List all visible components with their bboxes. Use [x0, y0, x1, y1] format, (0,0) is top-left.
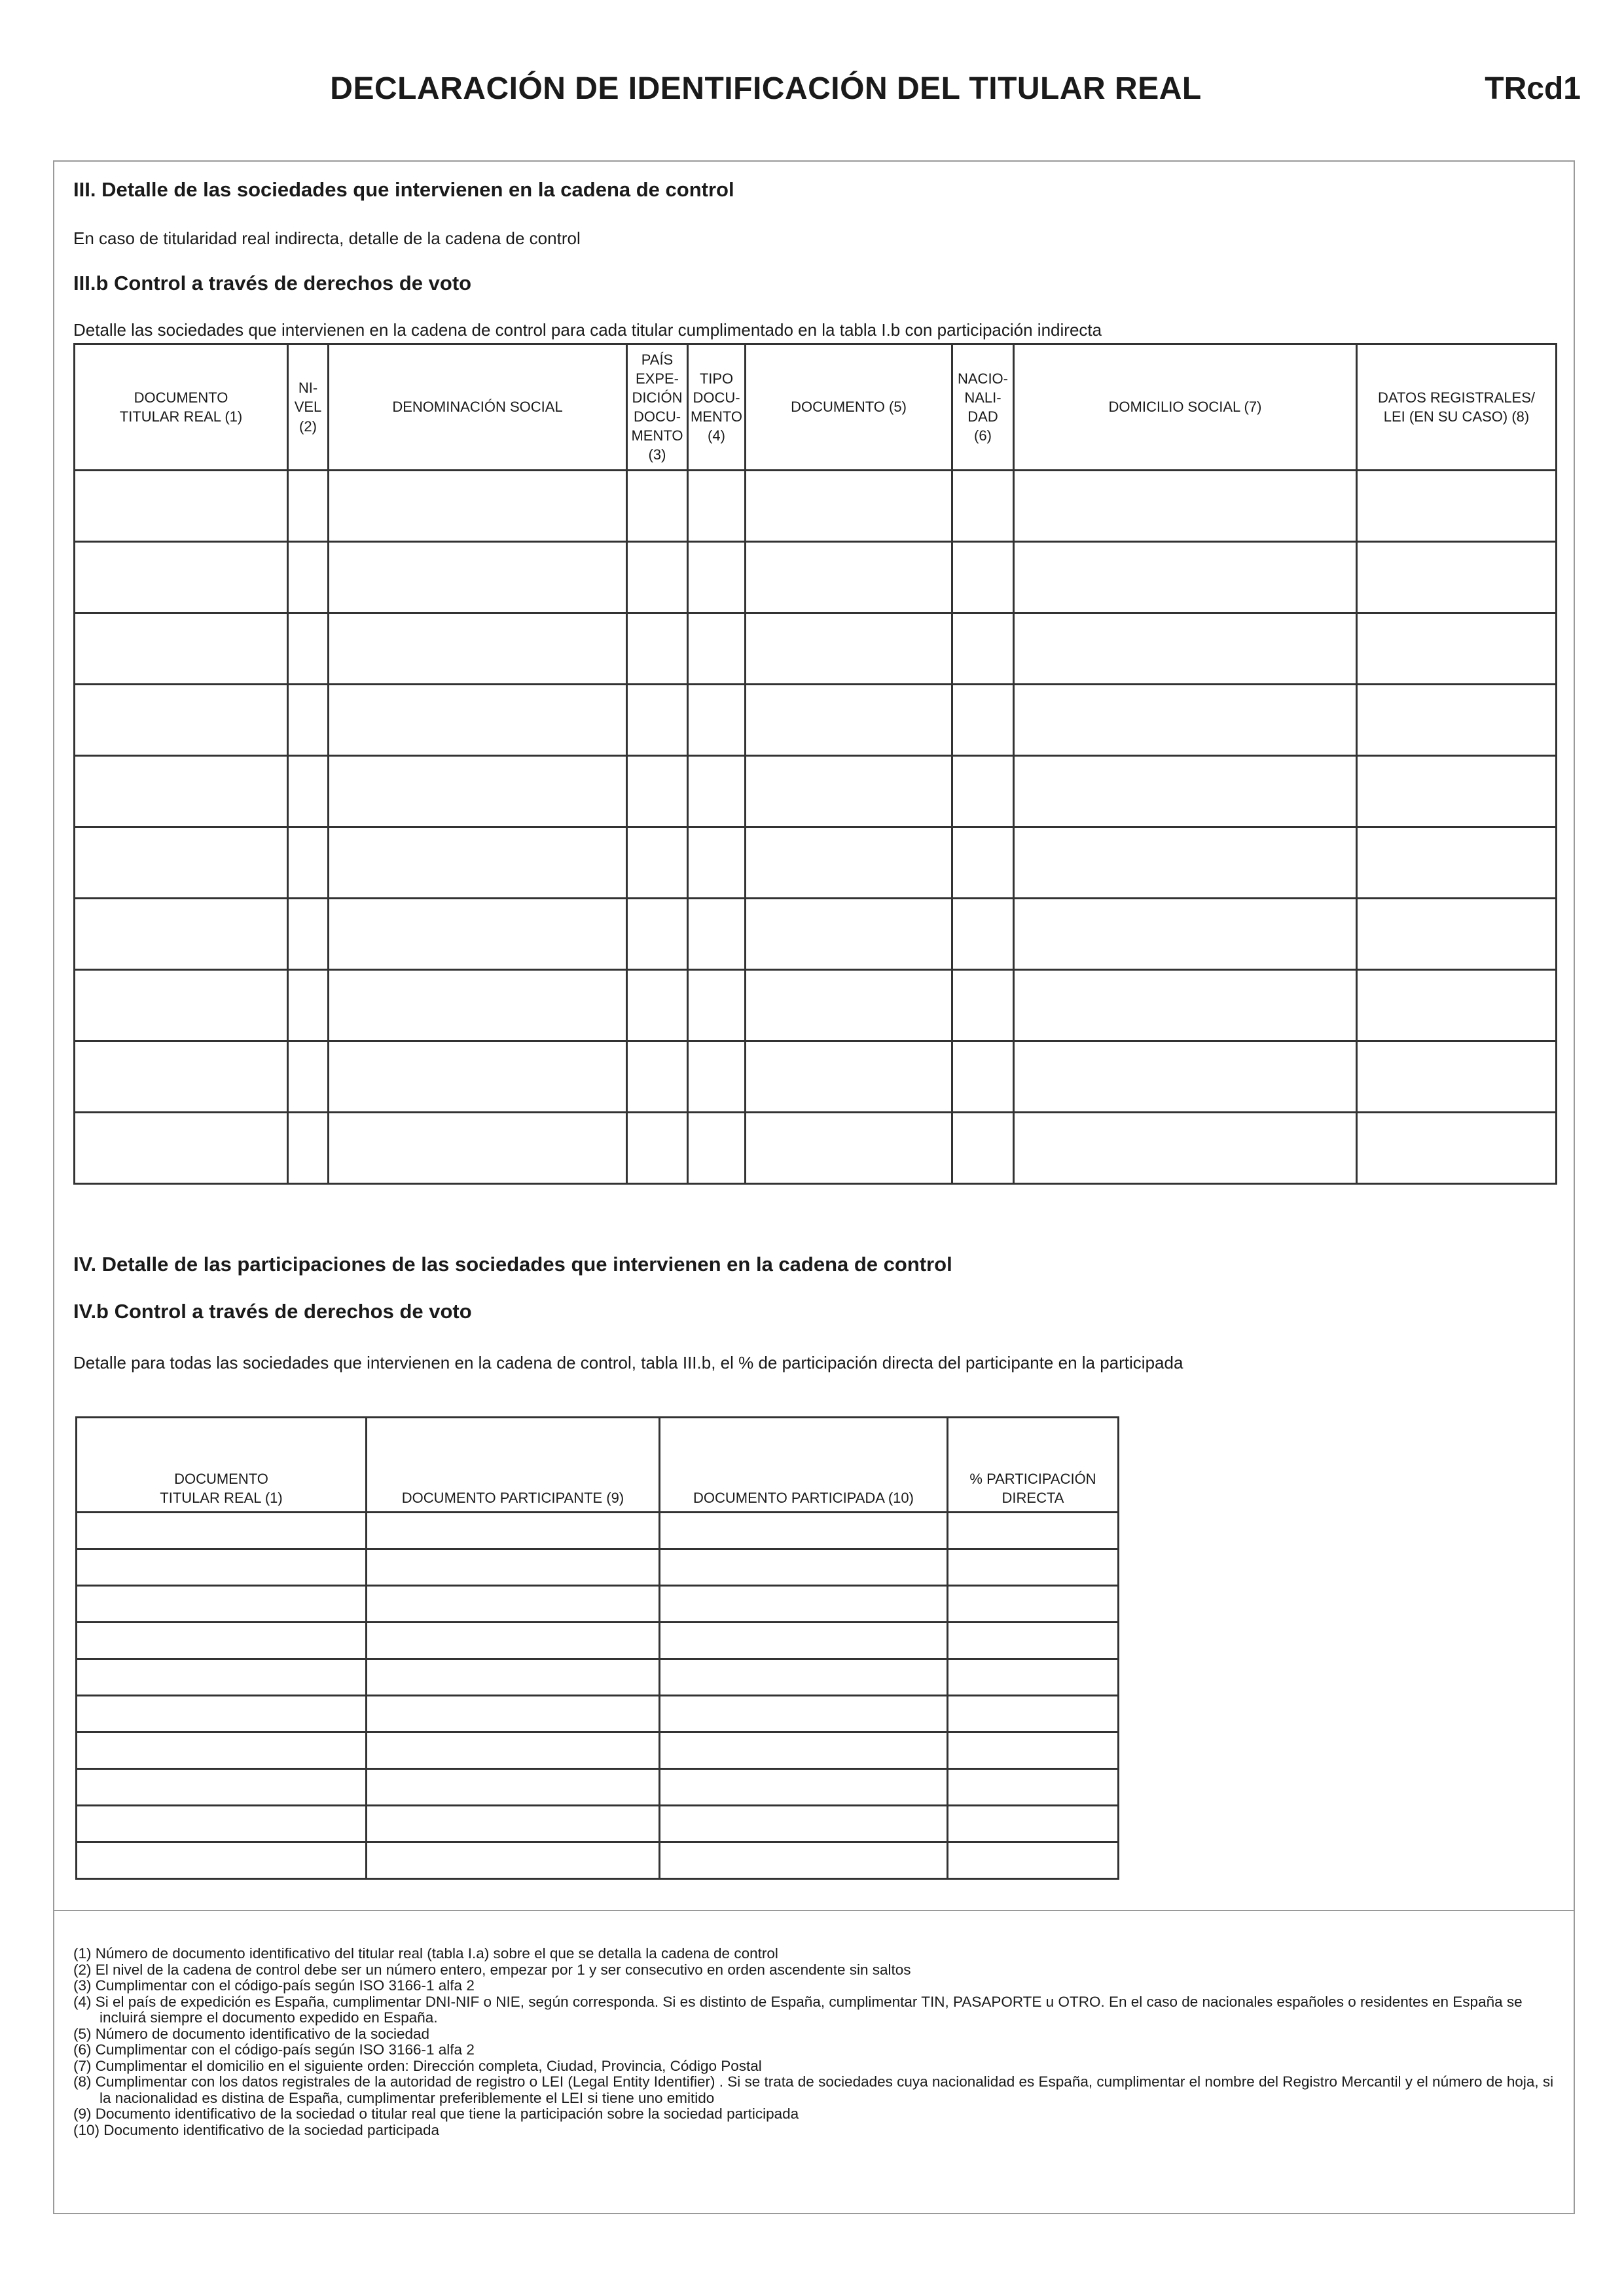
participations-table-cell[interactable] — [367, 1549, 660, 1586]
chain-table-cell[interactable] — [1357, 685, 1557, 756]
chain-table-cell[interactable] — [627, 970, 688, 1041]
chain-table-header-6 — [952, 344, 1014, 471]
chain-table-cell[interactable] — [627, 899, 688, 970]
participations-table-cell[interactable] — [660, 1806, 948, 1842]
participations-table-cell[interactable] — [948, 1842, 1119, 1879]
table-row — [77, 1586, 1119, 1623]
chain-table-header-label: DENOMINACIÓN SOCIAL — [392, 399, 563, 416]
participations-table-cell[interactable] — [660, 1769, 948, 1806]
chain-table-cell[interactable] — [1357, 756, 1557, 827]
chain-table-header-label: DATOS REGISTRALES/ LEI (EN SU CASO) (8) — [1377, 389, 1536, 425]
chain-table-cell[interactable] — [1014, 756, 1357, 827]
chain-table-cell[interactable] — [746, 756, 952, 827]
chain-table-header-0 — [75, 344, 288, 471]
chain-table-cell[interactable] — [1014, 471, 1357, 542]
table-row — [77, 1842, 1119, 1879]
footnote-item: (8) Cumplimentar con los datos registrales de la autoridad de registro o LEI (Legal Entity Identifier) . Si se trata de sociedades cuya nacionalidad es España, cumplimentar el nombre del Registro Mercantil y el número de hoja, si la nacionalidad es distina de España, cumplimentar preferiblemente el LEI si tiene uno emitido — [73, 2073, 1554, 2106]
footnote-item: (10) Documento identificativo de la sociedad participada — [73, 2121, 440, 2138]
chain-table-cell[interactable] — [627, 471, 688, 542]
chain-table-cell[interactable] — [288, 1041, 329, 1113]
chain-table-cell[interactable] — [952, 471, 1014, 542]
document-title: DECLARACIÓN DE IDENTIFICACIÓN DEL TITULAR REAL — [330, 71, 1202, 106]
chain-table-cell[interactable] — [329, 970, 627, 1041]
participations-table — [75, 1416, 1119, 1880]
participations-table-cell[interactable] — [367, 1732, 660, 1769]
footnote-item: (3) Cumplimentar con el código-país según ISO 3166-1 alfa 2 — [73, 1977, 475, 1994]
chain-table-cell[interactable] — [329, 756, 627, 827]
chain-table-cell[interactable] — [627, 542, 688, 613]
participations-table-header-label: DOCUMENTO TITULAR REAL (1) — [160, 1470, 283, 1506]
participations-table-cell[interactable] — [660, 1586, 948, 1623]
chain-table-cell[interactable] — [75, 1113, 288, 1184]
section3-intro: En caso de titularidad real indirecta, detalle de la cadena de control — [73, 228, 581, 248]
chain-table-cell[interactable] — [952, 756, 1014, 827]
section4-heading: IV. Detalle de las participaciones de las sociedades que intervienen en la cadena de control — [73, 1253, 952, 1276]
chain-table-header-2 — [329, 344, 627, 471]
section3-instruction: Detalle las sociedades que intervienen en la cadena de control para cada titular cumplimentado en la tabla I.b con participación indirecta — [73, 320, 1102, 340]
chain-table-cell[interactable] — [1014, 685, 1357, 756]
footnotes — [73, 1946, 1559, 2138]
chain-table-cell[interactable] — [688, 827, 746, 899]
table-row — [75, 1113, 1557, 1184]
participations-table-header-label: % PARTICIPACIÓN DIRECTA — [969, 1470, 1096, 1506]
chain-table-cell[interactable] — [288, 685, 329, 756]
chain-table-cell[interactable] — [75, 899, 288, 970]
participations-table-cell[interactable] — [660, 1842, 948, 1879]
section3-heading: III. Detalle de las sociedades que intervienen en la cadena de control — [73, 178, 734, 201]
chain-table-cell[interactable] — [746, 899, 952, 970]
chain-table-cell[interactable] — [1357, 471, 1557, 542]
chain-table-cell[interactable] — [1014, 827, 1357, 899]
chain-table-cell[interactable] — [688, 685, 746, 756]
table-row — [75, 899, 1557, 970]
chain-table-cell[interactable] — [1357, 899, 1557, 970]
chain-table-cell[interactable] — [1357, 1041, 1557, 1113]
chain-table-cell[interactable] — [627, 1113, 688, 1184]
chain-table-cell[interactable] — [746, 471, 952, 542]
table-row — [77, 1513, 1119, 1549]
chain-table-header-label: DOCUMENTO TITULAR REAL (1) — [119, 389, 243, 425]
chain-table-cell[interactable] — [952, 613, 1014, 685]
chain-table-cell[interactable] — [746, 827, 952, 899]
footnote-item: (9) Documento identificativo de la sociedad o titular real que tiene la participación sobre la sociedad participada — [73, 2106, 799, 2122]
chain-table-cell[interactable] — [746, 613, 952, 685]
chain-table-cell[interactable] — [746, 685, 952, 756]
participations-table-cell[interactable] — [367, 1623, 660, 1659]
participations-table-cell[interactable] — [660, 1659, 948, 1696]
chain-table-cell[interactable] — [288, 542, 329, 613]
participations-table-cell[interactable] — [367, 1659, 660, 1696]
chain-table-cell[interactable] — [952, 827, 1014, 899]
participations-table-cell[interactable] — [77, 1806, 367, 1842]
chain-table-header-3 — [627, 344, 688, 471]
table-row — [77, 1696, 1119, 1732]
chain-table-cell[interactable] — [75, 1041, 288, 1113]
participations-table-cell[interactable] — [77, 1513, 367, 1549]
chain-table-header-label: DOMICILIO SOCIAL (7) — [1108, 399, 1262, 416]
chain-table-header-8 — [1357, 344, 1557, 471]
participations-table-cell[interactable] — [77, 1549, 367, 1586]
chain-table-cell[interactable] — [1014, 613, 1357, 685]
participations-table-header-0 — [77, 1418, 367, 1513]
chain-table-cell[interactable] — [75, 685, 288, 756]
chain-table-cell[interactable] — [688, 1041, 746, 1113]
chain-table-cell[interactable] — [329, 542, 627, 613]
table-row — [77, 1806, 1119, 1842]
chain-table-cell[interactable] — [75, 970, 288, 1041]
chain-table-cell[interactable] — [746, 970, 952, 1041]
chain-table-cell[interactable] — [746, 542, 952, 613]
chain-table-cell[interactable] — [329, 685, 627, 756]
participations-table-cell[interactable] — [660, 1732, 948, 1769]
chain-table-cell[interactable] — [75, 756, 288, 827]
chain-companies-table — [73, 343, 1557, 1185]
participations-table-cell[interactable] — [948, 1696, 1119, 1732]
chain-table-cell[interactable] — [952, 685, 1014, 756]
chain-table-cell[interactable] — [627, 1041, 688, 1113]
chain-table-cell[interactable] — [1014, 970, 1357, 1041]
footnote-item: (2) El nivel de la cadena de control debe ser un número entero, empezar por 1 y ser consecutivo en orden ascendente sin saltos — [73, 1961, 911, 1978]
participations-table-cell[interactable] — [660, 1623, 948, 1659]
table-row — [77, 1732, 1119, 1769]
participations-table-cell[interactable] — [660, 1513, 948, 1549]
chain-table-cell[interactable] — [75, 542, 288, 613]
table-row — [75, 970, 1557, 1041]
participations-table-cell[interactable] — [367, 1769, 660, 1806]
participations-table-cell[interactable] — [660, 1549, 948, 1586]
chain-table-cell[interactable] — [75, 827, 288, 899]
participations-table-cell[interactable] — [948, 1623, 1119, 1659]
chain-table-cell[interactable] — [1014, 1113, 1357, 1184]
chain-table-cell[interactable] — [329, 471, 627, 542]
chain-table-cell[interactable] — [1014, 1041, 1357, 1113]
footnote-item: (1) Número de documento identificativo del titular real (tabla I.a) sobre el que se detalla la cadena de control — [73, 1945, 778, 1962]
chain-table-cell[interactable] — [688, 1113, 746, 1184]
table-row — [77, 1623, 1119, 1659]
chain-table-cell[interactable] — [627, 756, 688, 827]
participations-table-cell[interactable] — [367, 1696, 660, 1732]
section3-subheading: III.b Control a través de derechos de voto — [73, 272, 472, 295]
chain-table-cell[interactable] — [288, 471, 329, 542]
section4-subheading: IV.b Control a través de derechos de voto — [73, 1300, 472, 1323]
participations-table-cell[interactable] — [948, 1806, 1119, 1842]
chain-table-header-label: TIPO DOCU- MENTO (4) — [690, 370, 743, 444]
participations-table-header-label: DOCUMENTO PARTICIPANTE (9) — [401, 1489, 624, 1506]
chain-table-cell[interactable] — [952, 542, 1014, 613]
table-row — [75, 1041, 1557, 1113]
chain-table-cell[interactable] — [688, 756, 746, 827]
chain-table-cell[interactable] — [1357, 827, 1557, 899]
participations-table-cell[interactable] — [367, 1806, 660, 1842]
chain-table-cell[interactable] — [1357, 613, 1557, 685]
participations-table-cell[interactable] — [77, 1842, 367, 1879]
table-row — [77, 1659, 1119, 1696]
participations-table-header-2 — [660, 1418, 948, 1513]
chain-table-cell[interactable] — [329, 1041, 627, 1113]
footnote-item: (6) Cumplimentar con el código-país según ISO 3166-1 alfa 2 — [73, 2041, 475, 2058]
footnotes-divider — [53, 1910, 1575, 1911]
participations-table-cell[interactable] — [367, 1842, 660, 1879]
chain-table-cell[interactable] — [1357, 970, 1557, 1041]
chain-table-cell[interactable] — [1014, 899, 1357, 970]
participations-table-cell[interactable] — [77, 1623, 367, 1659]
chain-table-cell[interactable] — [288, 970, 329, 1041]
chain-table-cell[interactable] — [746, 1113, 952, 1184]
chain-table-cell[interactable] — [688, 899, 746, 970]
chain-table-cell[interactable] — [1357, 542, 1557, 613]
chain-table-cell[interactable] — [952, 1113, 1014, 1184]
participations-table-cell[interactable] — [77, 1732, 367, 1769]
chain-table-cell[interactable] — [952, 970, 1014, 1041]
chain-table-header-label: NI- VEL (2) — [294, 380, 322, 435]
participations-table-cell[interactable] — [77, 1769, 367, 1806]
footnote-item: (5) Número de documento identificativo de la sociedad — [73, 2025, 430, 2042]
participations-table-cell[interactable] — [948, 1513, 1119, 1549]
participations-table-cell[interactable] — [948, 1769, 1119, 1806]
chain-table-cell[interactable] — [329, 1113, 627, 1184]
participations-table-cell[interactable] — [948, 1659, 1119, 1696]
table-row — [75, 471, 1557, 542]
section4-instruction: Detalle para todas las sociedades que intervienen en la cadena de control, tabla III.b, el % de participación directa del participante en la participada — [73, 1353, 1183, 1372]
chain-table-header-label: DOCUMENTO (5) — [791, 399, 907, 416]
participations-table-cell[interactable] — [367, 1513, 660, 1549]
table-row — [75, 613, 1557, 685]
chain-table-cell[interactable] — [288, 827, 329, 899]
chain-table-cell[interactable] — [288, 899, 329, 970]
participations-table-cell[interactable] — [77, 1696, 367, 1732]
participations-table-cell[interactable] — [660, 1696, 948, 1732]
chain-table-cell[interactable] — [75, 613, 288, 685]
chain-table-cell[interactable] — [288, 756, 329, 827]
chain-table-cell[interactable] — [75, 471, 288, 542]
chain-table-header-4 — [688, 344, 746, 471]
chain-table-cell[interactable] — [288, 613, 329, 685]
chain-table-header-label: PAÍS EXPE- DICIÓN DOCU- MENTO (3) — [631, 351, 683, 463]
chain-table-cell[interactable] — [288, 1113, 329, 1184]
participations-table-cell[interactable] — [77, 1659, 367, 1696]
form-code: TRcd1 — [1485, 71, 1581, 106]
chain-table-cell[interactable] — [688, 542, 746, 613]
chain-table-cell[interactable] — [688, 970, 746, 1041]
chain-table-cell[interactable] — [1014, 542, 1357, 613]
participations-table-cell[interactable] — [367, 1586, 660, 1623]
participations-table-cell[interactable] — [948, 1549, 1119, 1586]
table-row — [75, 827, 1557, 899]
chain-table-header-5 — [746, 344, 952, 471]
footnote-item: (7) Cumplimentar el domicilio en el siguiente orden: Dirección completa, Ciudad, Provincia, Código Postal — [73, 2057, 762, 2074]
participations-table-cell[interactable] — [948, 1586, 1119, 1623]
chain-table-cell[interactable] — [688, 613, 746, 685]
participations-table-header-label: DOCUMENTO PARTICIPADA (10) — [693, 1489, 914, 1506]
chain-table-cell[interactable] — [329, 613, 627, 685]
table-row — [75, 685, 1557, 756]
chain-table-header-label: NACIO- NALI- DAD (6) — [958, 370, 1008, 444]
chain-table-header-1 — [288, 344, 329, 471]
table-row — [77, 1769, 1119, 1806]
chain-table-cell[interactable] — [627, 613, 688, 685]
footnote-item: (4) Si el país de expedición es España, cumplimentar DNI-NIF o NIE, según corresponda. Si es distinto de España, cumplimentar TIN, PASAPORTE u OTRO. En el caso de nacionales españoles o residentes en España se incluirá siempre el documento expedido en España. — [73, 1993, 1523, 2026]
chain-table-cell[interactable] — [627, 685, 688, 756]
chain-table-cell[interactable] — [329, 827, 627, 899]
participations-table-cell[interactable] — [948, 1732, 1119, 1769]
table-row — [75, 756, 1557, 827]
chain-table-cell[interactable] — [952, 1041, 1014, 1113]
participations-table-cell[interactable] — [77, 1586, 367, 1623]
table-row — [75, 542, 1557, 613]
table-row — [77, 1549, 1119, 1586]
chain-table-cell[interactable] — [1357, 1113, 1557, 1184]
chain-table-cell[interactable] — [746, 1041, 952, 1113]
participations-table-header-3 — [948, 1418, 1119, 1513]
participations-table-header-1 — [367, 1418, 660, 1513]
chain-table-header-7 — [1014, 344, 1357, 471]
chain-table-cell[interactable] — [952, 899, 1014, 970]
chain-table-cell[interactable] — [329, 899, 627, 970]
chain-table-cell[interactable] — [688, 471, 746, 542]
chain-table-cell[interactable] — [627, 827, 688, 899]
